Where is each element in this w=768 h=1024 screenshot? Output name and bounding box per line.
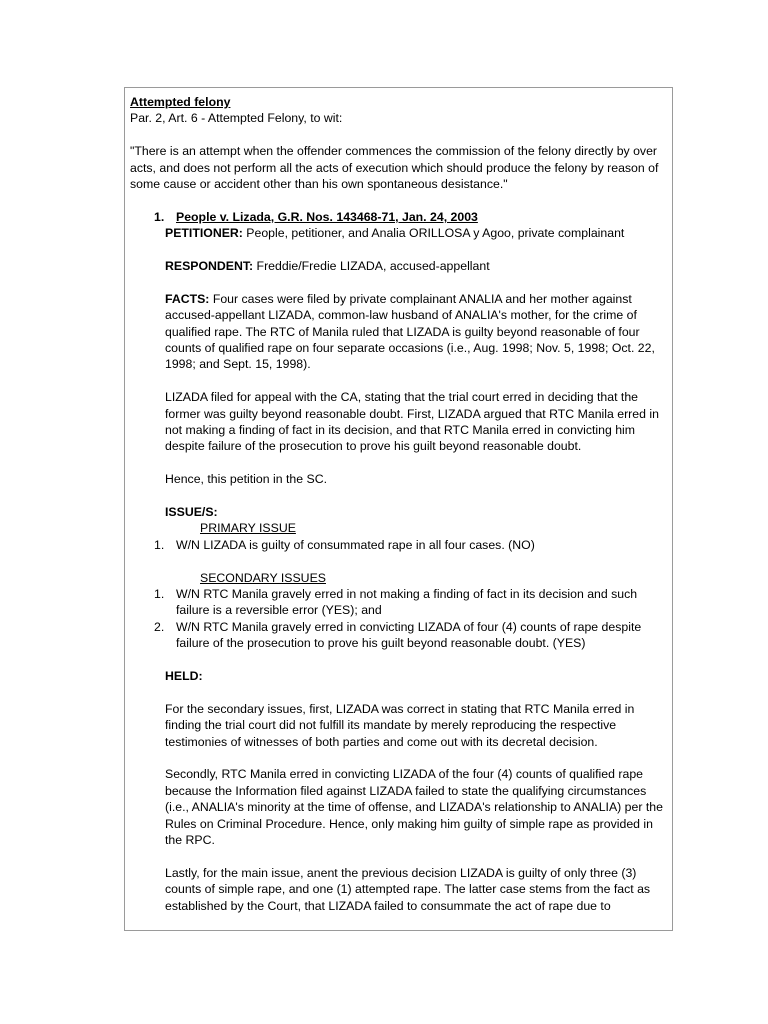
- held-paragraph-1: For the secondary issues, first, LIZADA was correct in stating that RTC Manila erred in finding the trial court did not fulfill its mandate by merely reproducing the respective testimonies of witnesses of both parties and come out with its decretal decision.: [165, 701, 635, 749]
- case-title: People v. Lizada, G.R. Nos. 143468-71, Jan. 24, 2003: [176, 209, 478, 224]
- primary-issue-label: PRIMARY ISSUE: [200, 521, 296, 536]
- held-paragraph-3: Lastly, for the main issue, anent the previous decision LIZADA is guilty of only three (3) counts of simple rape, and one (1) attempted rape. The latter case stems from the fact as established by the Court, that LIZADA failed to consummate the act of rape due to: [165, 865, 651, 913]
- held-paragraph-2: Secondly, RTC Manila erred in convicting LIZADA of the four (4) counts of qualified rape because the Information filed against LIZADA failed to state the qualifying circumstances (i.e., ANALIA's minority at the time of offense, and LIZADA's relationship to ANALIA) per the Rules on Criminal Procedure. Hence, only making him guilty of simple rape as provided in the RPC.: [165, 767, 663, 848]
- facts-paragraph: FACTS: Four cases were filed by private complainant ANALIA and her mother against accused-appellant LIZADA, common-law husband of ANALIA's mother, for the crime of qualified rape. The RTC of Manila ruled that LIZADA is guilty beyond reasonable of four counts of qualified rape on four separate occasions (i.e., Aug. 1998; Nov. 5, 1998; Oct. 22, 1998; and Sept. 15, 1998).: [165, 291, 655, 372]
- section-title: Attempted felony: [130, 95, 231, 109]
- legal-quote: "There is an attempt when the offender commences the commission of the felony directly by over acts, and does not perform all the acts of execution which should produce the felony by reason of some cause or accident other than his own spontaneous desistance.": [130, 144, 659, 192]
- facts-paragraph-2: LIZADA filed for appeal with the CA, stating that the trial court erred in deciding that the former was guilty beyond reasonable doubt. First, LIZADA argued that RTC Manila erred in not making a finding of fact in its decision, and that RTC Manila erred in convicting him despite failure of the prosecution to prove his guilt beyond reasonable doubt.: [165, 390, 659, 454]
- primary-issue-item: 1. W/N LIZADA is guilty of consummated rape in all four cases. (NO): [154, 537, 535, 552]
- section-subtitle: Par. 2, Art. 6 - Attempted Felony, to wit:: [130, 111, 343, 126]
- case-body: [130, 225, 668, 520]
- issues-label: ISSUE/S:: [165, 505, 218, 520]
- document-body: [130, 94, 668, 914]
- case-heading: [130, 209, 668, 225]
- petitioner-line: PETITIONER: People, petitioner, and Analia ORILLOSA y Agoo, private complainant: [165, 226, 625, 241]
- secondary-issues-label: SECONDARY ISSUES: [200, 570, 326, 585]
- secondary-issue-item: 1. W/N RTC Manila gravely erred in not making a finding of fact in its decision and such failure is a reversible error (YES); and: [154, 587, 638, 618]
- held-section: [130, 668, 668, 914]
- document-page: [124, 87, 673, 931]
- facts-paragraph-3: Hence, this petition in the SC.: [165, 472, 327, 487]
- secondary-issue-item: 2. W/N RTC Manila gravely erred in convicting LIZADA of four (4) counts of rape despite failure of the prosecution to prove his guilt beyond reasonable doubt. (YES): [154, 619, 642, 651]
- respondent-line: RESPONDENT: Freddie/Fredie LIZADA, accused-appellant: [165, 259, 490, 274]
- held-label: HELD:: [165, 669, 203, 684]
- case-number: 1.: [154, 209, 165, 224]
